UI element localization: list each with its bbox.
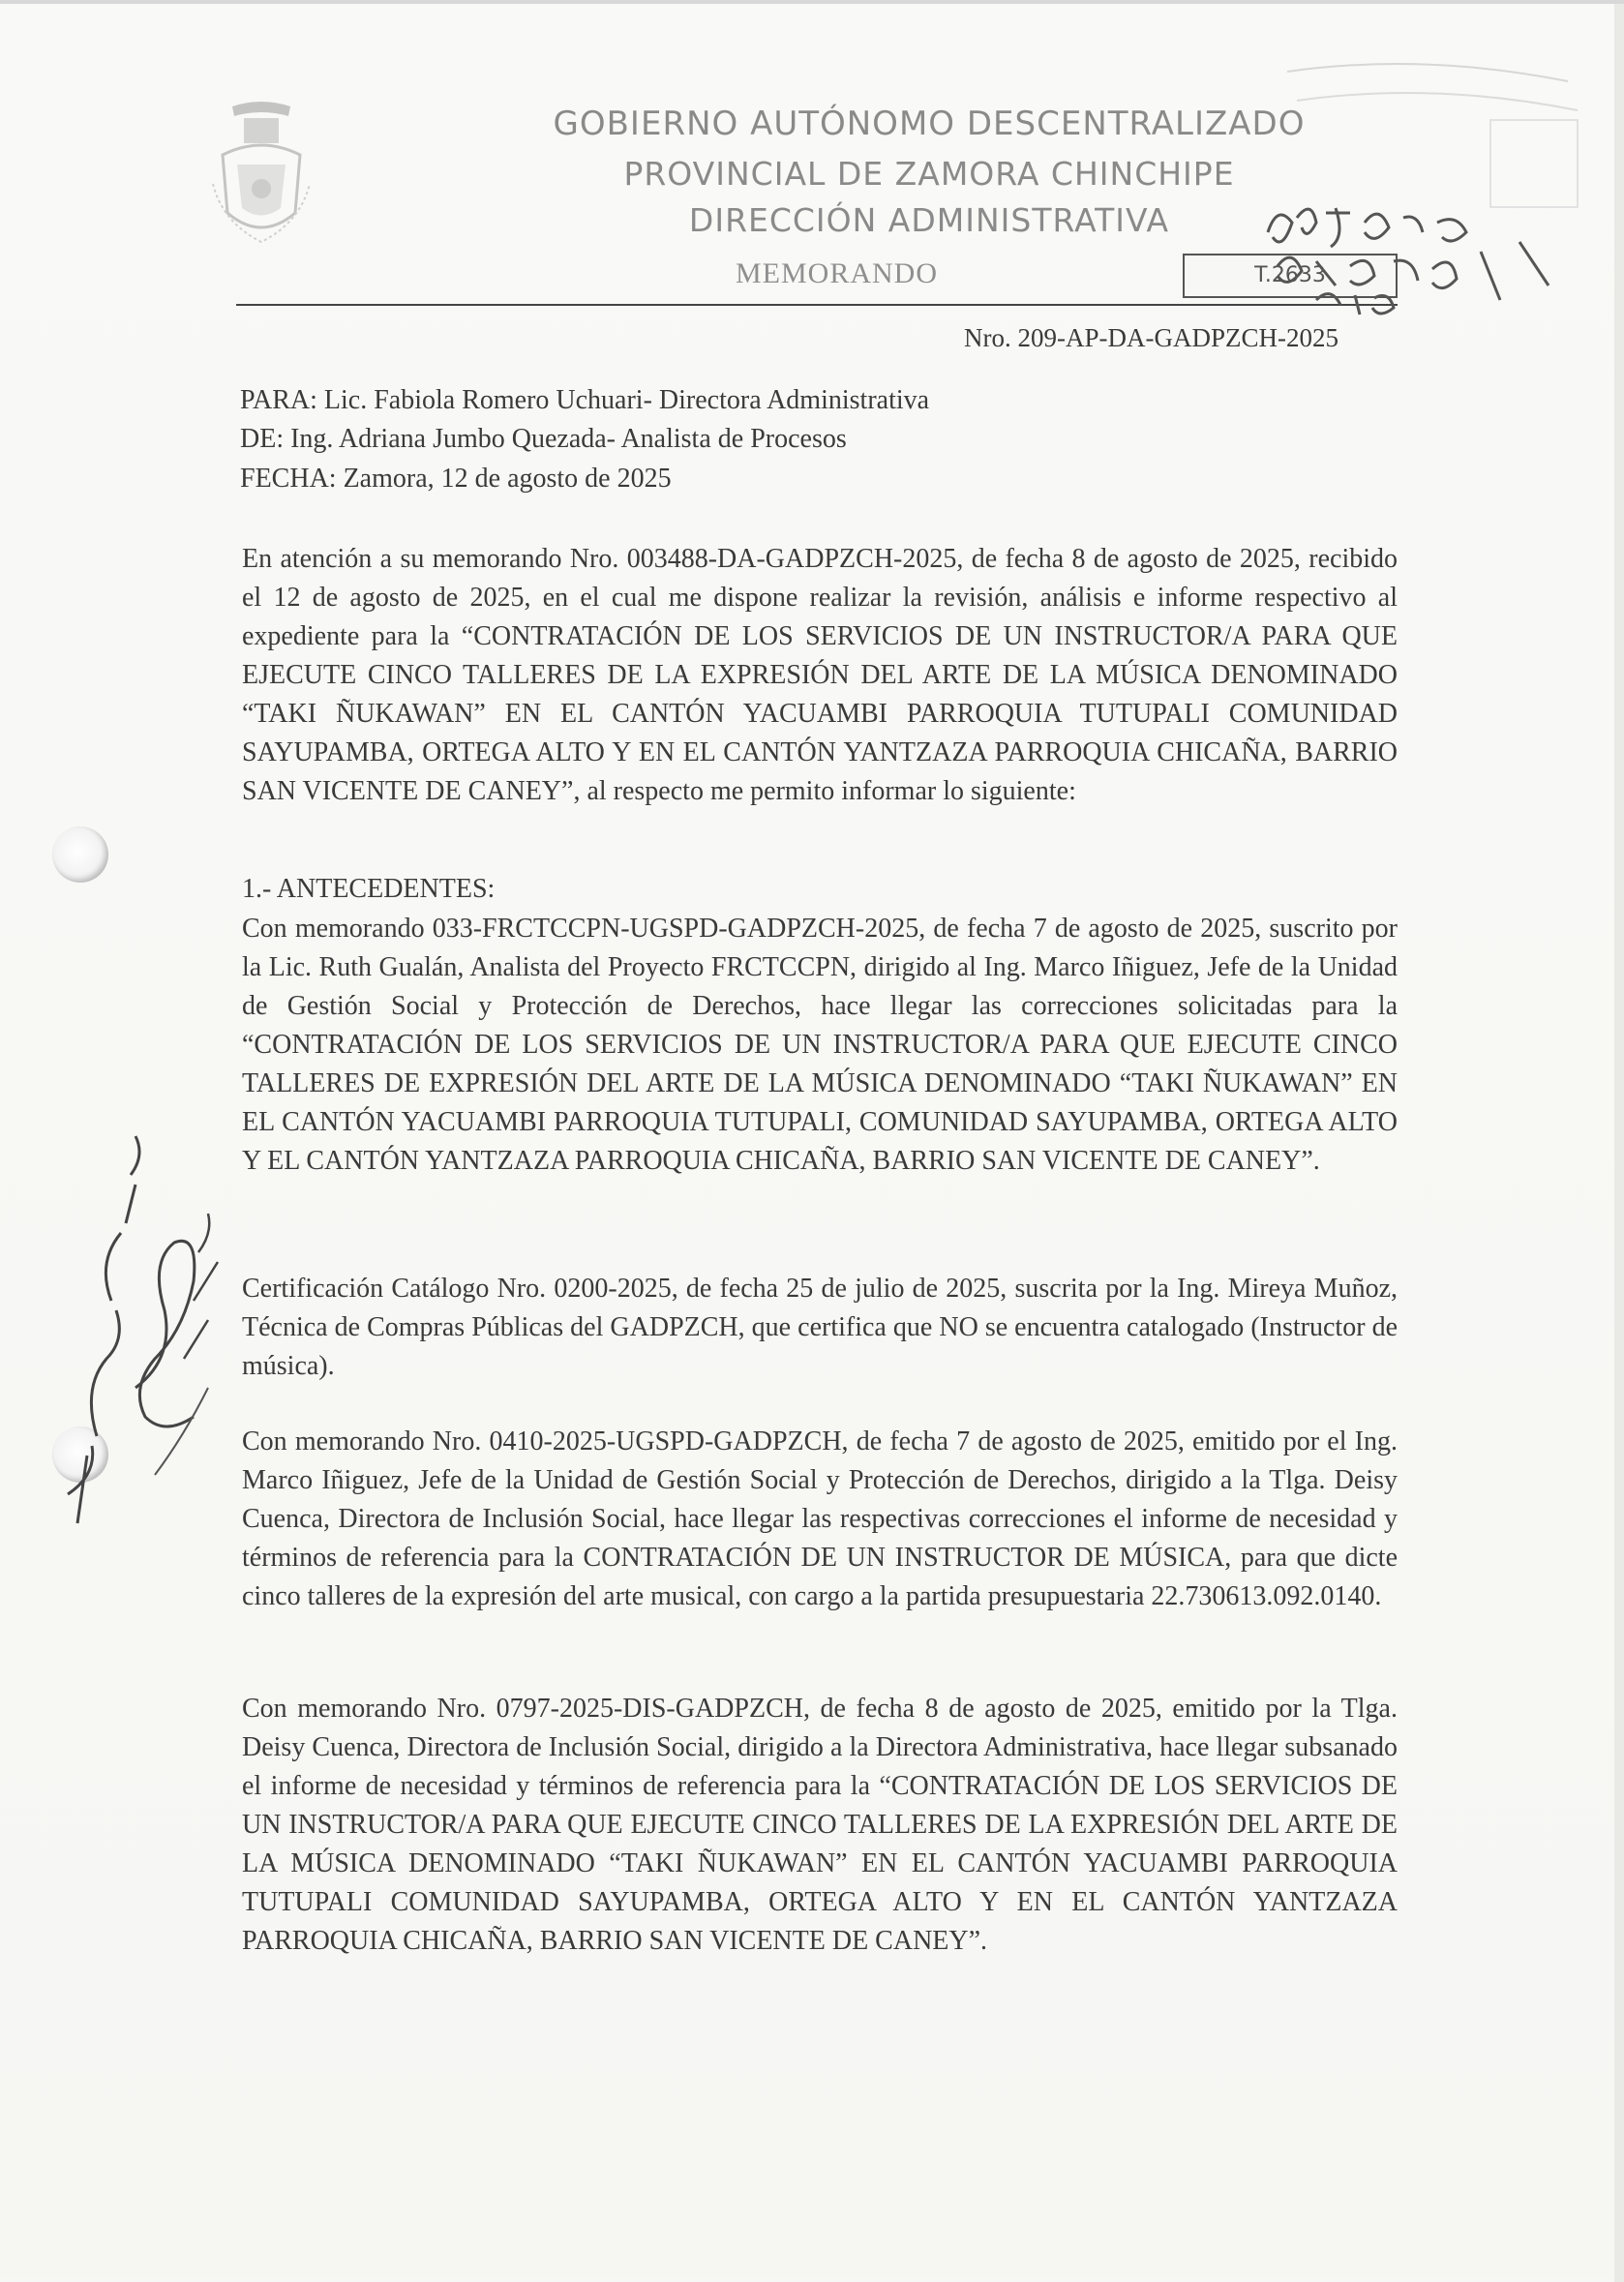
field-de-value: Ing. Adriana Jumbo Quezada- Analista de Procesos	[284, 424, 847, 454]
memo-number: Nro. 209-AP-DA-GADPZCH-2025	[964, 323, 1338, 352]
field-de	[240, 424, 847, 455]
field-fecha-label: FECHA:	[240, 464, 337, 494]
field-para-value: Lic. Fabiola Romero Uchuari- Directora Administrativa	[316, 385, 930, 415]
handwritten-reception-note-icon	[1258, 194, 1568, 319]
header-province-name: PROVINCIAL DE ZAMORA CHINCHIPE	[623, 155, 1235, 193]
antecedent-text-3: Con memorando Nro. 0410-2025-UGSPD-GADPZCH, de fecha 7 de agosto de 2025, emitido por el Ing. Marco Iñiguez, Jefe de la Unidad de Gestión Social y Protección de Derechos, dirigido a la Tlga. Deisy Cuenca, Directora de Inclusión Social, hace llegar las respectivas correcciones el informe de necesidad y términos de referencia para la CONTRATACIÓN DE UN INSTRUCTOR DE MÚSICA, para que dicte cinco talleres de la expresión del arte musical, con cargo a la partida presupuestaria 22.730613.092.0140.	[242, 1426, 1398, 1611]
intro-paragraph	[242, 540, 1398, 811]
page-edge	[1614, 4, 1624, 2282]
header-divider	[236, 304, 1398, 306]
antecedent-paragraph-1	[242, 910, 1398, 1181]
tracking-number-box: T.2633	[1183, 254, 1398, 298]
punch-hole-top	[52, 826, 108, 883]
intro-text: En atención a su memorando Nro. 003488-DA-GADPZCH-2025, de fecha 8 de agosto de 2025, recibido el 12 de agosto de 2025, en el cual me dispone realizar la revisión, análisis e informe respectivo al expediente para la “CONTRATACIÓN DE LOS SERVICIOS DE UN INSTRUCTOR/A PARA QUE EJECUTE CINCO TALLERES DE LA EXPRESIÓN DEL ARTE DE LA MÚSICA DENOMINADO “TAKI ÑUKAWAN” EN EL CANTÓN YACUAMBI PARROQUIA TUTUPALI COMUNIDAD SAYUPAMBA, ORTEGA ALTO Y EN EL CANTÓN YANTZAZA PARROQUIA CHICAÑA, BARRIO SAN VICENTE DE CANEY”, al respecto me permito informar lo siguiente:	[242, 544, 1398, 806]
field-para-label: PARA:	[240, 385, 317, 415]
document-type-title: MEMORANDO	[736, 257, 939, 289]
section-heading	[242, 870, 1398, 909]
field-para	[240, 385, 929, 416]
field-fecha-value: Zamora, 12 de agosto de 2025	[336, 464, 672, 494]
antecedent-paragraph-2	[242, 1270, 1398, 1386]
header-department: DIRECCIÓN ADMINISTRATIVA	[688, 201, 1170, 239]
antecedent-paragraph-3	[242, 1423, 1398, 1616]
field-fecha	[240, 464, 672, 495]
header-government-name: GOBIERNO AUTÓNOMO DESCENTRALIZADO	[553, 105, 1306, 143]
margin-handwritten-signature-icon	[39, 1068, 223, 1533]
antecedent-paragraph-4	[242, 1690, 1398, 1961]
antecedent-text-2: Certificación Catálogo Nro. 0200-2025, de fecha 25 de julio de 2025, suscrita por la Ing. Mireya Muñoz, Técnica de Compras Públicas del GADPZCH, que certifica que NO se encuentra catalogado (Instructor de música).	[242, 1274, 1398, 1381]
coat-of-arms-icon	[203, 97, 319, 266]
antecedent-text-4: Con memorando Nro. 0797-2025-DIS-GADPZCH, de fecha 8 de agosto de 2025, emitido por la Tlga. Deisy Cuenca, Directora de Inclusión Social, dirigido a la Directora Administrativa, hace llegar subsanado el informe de necesidad y términos de referencia para la “CONTRATACIÓN DE LOS SERVICIOS DE UN INSTRUCTOR/A PARA QUE EJECUTE CINCO TALLERES DE LA EXPRESIÓN DEL ARTE DE LA MÚSICA DENOMINADO “TAKI ÑUKAWAN” EN EL CANTÓN YACUAMBI PARROQUIA TUTUPALI COMUNIDAD SAYUPAMBA, ORTEGA ALTO Y EN EL CANTÓN YANTZAZA PARROQUIA CHICAÑA, BARRIO SAN VICENTE DE CANEY”.	[242, 1694, 1398, 1956]
field-de-label: DE:	[240, 424, 285, 454]
section-title: 1.- ANTECEDENTES:	[242, 874, 496, 904]
antecedent-text-1: Con memorando 033-FRCTCCPN-UGSPD-GADPZCH-2025, de fecha 7 de agosto de 2025, suscrito por la Lic. Ruth Gualán, Analista del Proyecto FRCTCCPN, dirigido al Ing. Marco Iñiguez, Jefe de la Unidad de Gestión Social y Protección de Derechos, hace llegar las correcciones solicitadas para la “CONTRATACIÓN DE LOS SERVICIOS DE UN INSTRUCTOR/A PARA QUE EJECUTE CINCO TALLERES DE EXPRESIÓN DEL ARTE DE LA MÚSICA DENOMINADO “TAKI ÑUKAWAN” EN EL CANTÓN YACUAMBI PARROQUIA TUTUPALI, COMUNIDAD SAYUPAMBA, ORTEGA ALTO Y EL CANTÓN YANTZAZA PARROQUIA CHICAÑA, BARRIO SAN VICENTE DE CANEY”.	[242, 914, 1398, 1176]
